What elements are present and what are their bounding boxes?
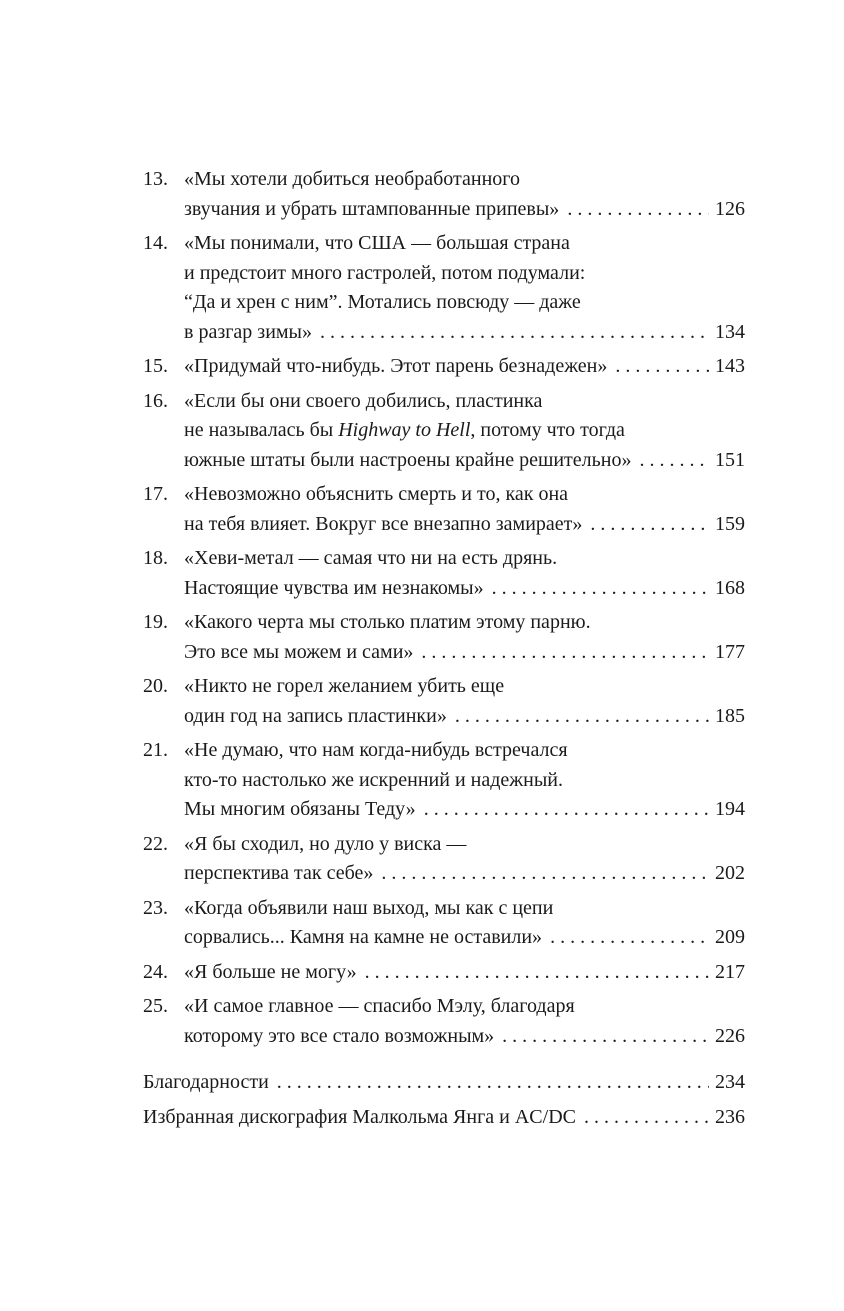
chapter-number: 23. [143,896,168,919]
chapter-title-line: кто-то настолько же искренний и надежный. [184,768,563,791]
dot-leader [312,318,709,348]
table-of-contents [143,165,745,1137]
chapter-number: 13. [143,168,168,190]
chapter-title-last-line [184,195,745,225]
page-number: 159 [715,512,745,535]
toc-entry [143,672,745,731]
chapter-title-block [184,165,745,224]
chapter-number: 22. [143,832,168,855]
chapter-title-last-line [184,958,745,988]
dot-leader [607,352,709,382]
chapter-title-line: южные штаты были настроены крайне решительно» [184,448,632,471]
toc-entry [143,229,745,347]
chapter-title-line: не называлась бы Highway to Hell, потому что тогда [184,419,625,441]
toc-entry [143,544,745,603]
page-number: 234 [715,1071,745,1093]
dot-leader [416,795,709,825]
chapter-title-line: «Если бы они своего добились, пластинка [184,389,543,412]
chapter-title-last-line [184,510,745,540]
dot-leader [631,446,709,476]
chapter-number: 14. [143,232,168,254]
toc-entry [143,480,745,539]
chapter-title-block [184,894,745,953]
chapter-title-last-line [184,574,745,604]
chapter-title-line: Мы многим обязаны Теду» [184,798,416,820]
section-gap [143,1056,745,1068]
page-number: 168 [715,576,745,599]
chapter-title-block [184,608,745,667]
toc-entry [143,830,745,889]
chapter-title-last-line [184,859,745,889]
chapter-title-block [184,480,745,539]
back-matter-list [143,1068,745,1132]
chapter-title-line: «Мы хотели добиться необработанного [184,168,521,190]
page-number: 126 [715,197,745,220]
back-matter-entry [143,1068,745,1098]
chapter-title-line: «Придумай что-нибудь. Этот парень безнадежен» [184,355,608,377]
page-number: 209 [715,926,745,948]
back-matter-title: Благодарности [143,1071,269,1093]
dot-leader [559,195,709,225]
toc-entry [143,387,745,476]
chapter-title-line: в разгар зимы» [184,320,312,343]
chapter-number: 20. [143,675,168,697]
page-number: 217 [715,960,745,983]
chapter-title-block [184,736,745,825]
chapter-number: 19. [143,611,168,633]
chapter-number: 24. [143,960,168,983]
chapter-title-line: перспектива так себе» [184,862,374,884]
chapter-title-line: Это все мы можем и сами» [184,640,414,663]
chapter-title-last-line [184,318,745,348]
toc-entry [143,992,745,1051]
page-number: 194 [715,798,745,820]
chapter-title-last-line [184,702,745,732]
chapter-title-line: которому это все стало возможным» [184,1024,495,1047]
chapter-title-line: «Какого черта мы столько платим этому парню. [184,611,591,633]
chapter-title-line: “Да и хрен с ним”. Мотались повсюду — даже [184,291,581,313]
toc-entry [143,894,745,953]
page-number: 226 [715,1024,745,1047]
dot-leader [494,1022,709,1052]
chapter-title-line: «И самое главное — спасибо Мэлу, благодаря [184,995,575,1017]
album-title: Highway to Hell [338,419,471,441]
back-matter-title: Избранная дискография Малкольма Янга и AC/DC [143,1105,576,1128]
page-number: 151 [715,448,745,471]
chapter-title-line: «Мы понимали, что США — большая страна [184,232,570,254]
page-number: 134 [715,320,745,343]
page-number: 185 [715,704,745,727]
toc-entry [143,352,745,382]
dot-leader [447,702,709,732]
chapter-title-line: «Хеви-метал — самая что ни на есть дрянь. [184,547,558,569]
chapter-title-line: сорвались... Камня на камне не оставили» [184,926,543,948]
dot-leader [576,1103,709,1133]
chapter-title-line: «Не думаю, что нам когда-нибудь встречался [184,739,568,761]
dot-leader [542,923,709,953]
back-matter-entry [143,1103,745,1133]
chapter-title-line: на тебя влияет. Вокруг все внезапно замирает» [184,512,583,535]
page-number: 143 [715,355,745,377]
chapter-title-block [184,544,745,603]
dot-leader [357,958,709,988]
chapter-title-last-line [184,352,745,382]
chapter-number: 21. [143,739,168,761]
chapter-title-block [184,672,745,731]
back-matter-line [143,1068,745,1098]
chapter-title-line: «Невозможно объяснить смерть и то, как она [184,483,569,505]
page-number: 236 [715,1105,745,1128]
toc-entry [143,165,745,224]
back-matter-line [143,1103,745,1133]
chapter-title-block [184,830,745,889]
chapter-title-line: «Я больше не могу» [184,960,357,983]
chapter-number: 25. [143,995,168,1017]
chapter-title-line: «Когда объявили наш выход, мы как с цепи [184,896,554,919]
page-number: 177 [715,640,745,663]
chapter-title-block [184,229,745,347]
chapter-number: 15. [143,355,168,377]
chapter-title-line: «Я бы сходил, но дуло у виска — [184,832,467,855]
chapter-title-line: и предстоит много гастролей, потом подумали: [184,261,586,284]
dot-leader [582,510,709,540]
dot-leader [373,859,709,889]
toc-entry [143,958,745,988]
chapter-list [143,165,745,1051]
dot-leader [484,574,709,604]
chapter-title-last-line [184,446,745,476]
chapter-title-line: звучания и убрать штампованные припевы» [184,197,560,220]
chapter-number: 18. [143,547,168,569]
toc-entry [143,608,745,667]
chapter-title-line: один год на запись пластинки» [184,704,447,727]
toc-entry [143,736,745,825]
page-number: 202 [715,862,745,884]
chapter-title-line: Настоящие чувства им незнакомы» [184,576,484,599]
chapter-title-block [184,958,745,988]
dot-leader [269,1068,709,1098]
chapter-title-last-line [184,923,745,953]
chapter-title-block [184,352,745,382]
chapter-title-block [184,992,745,1051]
dot-leader [413,638,709,668]
chapter-number: 16. [143,389,168,412]
chapter-number: 17. [143,483,168,505]
chapter-title-block [184,387,745,476]
chapter-title-last-line [184,1022,745,1052]
chapter-title-last-line [184,795,745,825]
chapter-title-last-line [184,638,745,668]
chapter-title-line: «Никто не горел желанием убить еще [184,675,505,697]
